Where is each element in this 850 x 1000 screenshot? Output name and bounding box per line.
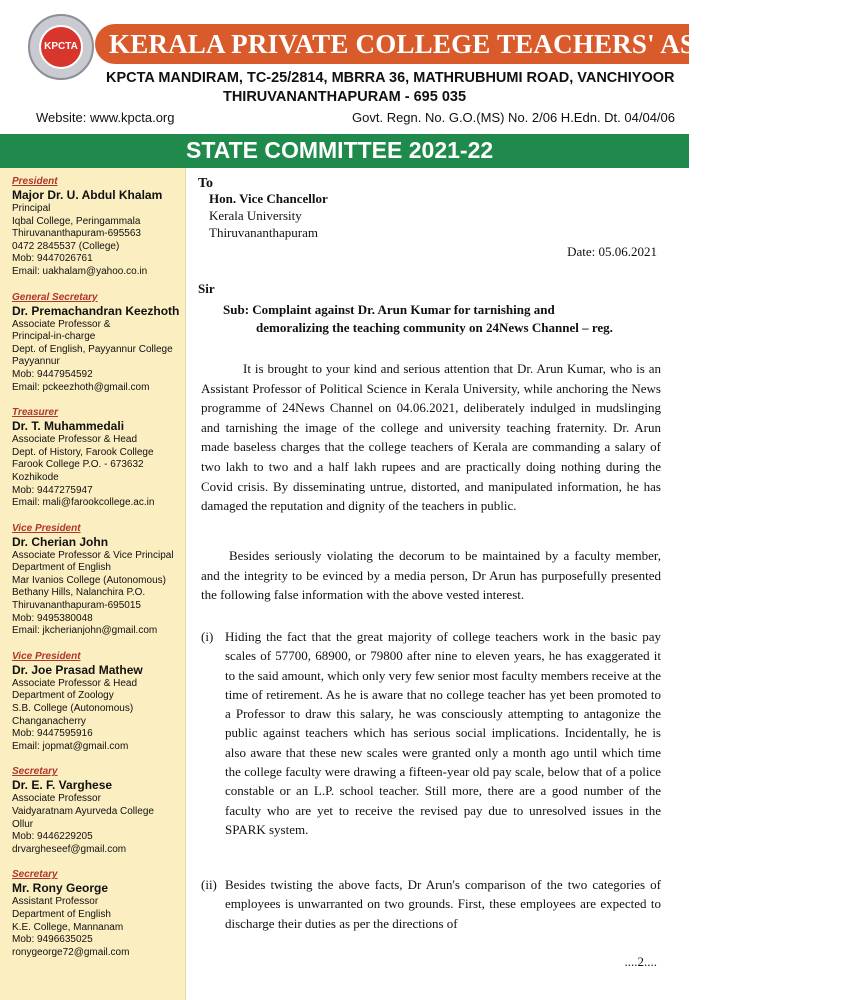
officer-detail: Farook College P.O. - 673632 [12,459,144,471]
officer-name: Major Dr. U. Abdul Khalam [12,188,163,202]
officer-detail: Principal-in-charge [12,331,96,343]
officer-detail: Mob: 9447026761 [12,253,93,265]
paragraph-2: Besides seriously violating the decorum to be maintained by a faculty member, and the integrity to be evinced by a media person, Dr Arun has purposefully presented the following false information with the above vested interest. [201,548,661,603]
subject-line-2: demoralizing the teaching community on 24News Channel – reg. [256,319,613,335]
officer-role: President [12,176,58,187]
officer-name: Dr. E. F. Varghese [12,778,113,793]
officer-detail: Associate Professor [12,793,101,805]
officer-detail: Thiruvananthapuram-695563 [12,228,141,240]
association-name: KERALA PRIVATE COLLEGE TEACHERS' ASSOCIATION [109,29,850,59]
officer-detail: Mob: 9496635025 [12,934,93,946]
officer-detail: Changanacherry [12,715,86,727]
officer-detail: K.E. College, Mannanam [12,921,124,933]
officer-detail: Associate Professor & Vice Principal [12,549,174,561]
officer-detail: Iqbal College, Peringammala [12,215,141,227]
officer-detail: Mob: 9447954592 [12,368,93,380]
logo-emblem-icon [39,25,83,69]
officer-detail: Department of English [12,562,111,574]
officer-name: Dr. Premachandran Keezhoth [12,303,180,318]
officer-detail: Mob: 9447595916 [12,728,93,740]
list-item-1 [201,627,661,839]
recipient-org: Kerala University [209,208,302,223]
list-item-1-number: (i) [201,629,214,644]
salutation: Sir [198,281,215,296]
officer-detail: Department of Zoology [12,690,114,702]
list-item-2 [201,875,661,933]
to-label: To [198,176,214,191]
officer-detail: Ollur [12,818,34,830]
officer-name: Dr. Joe Prasad Mathew [12,662,143,677]
subject-line-1: Sub: Complaint against Dr. Arun Kumar for tarnishing and [223,302,555,317]
officer-detail: Principal [12,203,51,214]
committee-bar [0,134,689,168]
officer-block [12,651,185,754]
officer-role: Treasurer [12,407,58,419]
officer-detail: Associate Professor & Head [12,677,138,689]
letterhead [0,0,850,140]
officer-detail: 0472 2845537 (College) [12,240,120,252]
officer-detail: Email: uakhalam@yahoo.co.in [12,265,148,277]
officer-detail: Email: pckeezhoth@gmail.com [12,381,150,393]
officer-name: Dr. Cherian John [12,534,109,549]
officer-block [12,869,185,959]
officer-detail: Email: mali@farookcollege.ac.in [12,497,155,509]
recipient-title: Hon. Vice Chancellor [209,191,328,206]
officer-detail: Thiruvananthapuram-695015 [12,600,141,612]
officer-block [12,407,185,510]
title-banner [95,24,850,64]
officer-role: General Secretary [12,291,98,303]
logo-text: KPCTA [44,41,78,52]
officer-detail: Mob: 9495380048 [12,612,93,624]
officer-detail: Mar Ivanios College (Autonomous) [12,574,166,586]
officer-role: Secretary [12,766,58,778]
page-continuation: ....2.... [624,954,657,969]
list-item-2-text: Besides twisting the above facts, Dr Arun's comparison of the two categories of employees is unwarranted on two grounds. First, these employees are expected to discharge their duties as per the directions of [225,877,661,931]
officer-role: Vice President [12,522,81,534]
officer-detail: S.B. College (Autonomous) [12,703,134,715]
officer-detail: Dept. of History, Farook College [12,446,154,458]
officer-detail: ronygeorge72@gmail.com [12,946,130,958]
officer-block [12,766,185,856]
address-line-2: THIRUVANANTHAPURAM - 695 035 [222,89,467,105]
officer-block [12,292,185,395]
officer-detail: Mob: 9447275947 [12,484,93,496]
officer-name: Dr. T. Muhammedali [12,419,125,434]
subject [223,301,613,336]
officer-detail: Assistant Professor [12,896,99,908]
officer-block [12,176,185,279]
officer-detail: Bethany Hills, Nalanchira P.O. [12,587,146,599]
list-item-2-number: (ii) [201,877,217,892]
officer-name: Mr. Rony George [12,881,109,896]
officer-block [12,523,185,638]
officer-detail: Associate Professor & [12,318,111,330]
committee-title: STATE COMMITTEE 2021-22 [186,137,494,163]
paragraph-1: It is brought to your kind and serious attention that Dr. Arun Kumar, who is an Assistant Professor of Political Science in Kerala University, while anchoring the News programme of 24News Channel on 04.06.2021, deliberately indulged in mudslinging and tarnishing the image of the college and university teaching fraternity. Dr. Arun made baseless charges that the college teachers of Kerala are commanding a salary of two lakh to two and a half lakh rupees and are practically doing nothing during the Covid crisis. By disseminating untrue, distorted, and manipulated information, he has damaged the reputation and dignity of the teachers in public. [201,361,661,514]
address-line-1: KPCTA MANDIRAM, TC-25/2814, MBRRA 36, MATHRUBHUMI ROAD, VANCHIYOOR [106,70,675,86]
letter-date: Date: 05.06.2021 [567,244,657,259]
list-item-1-text: Hiding the fact that the great majority of college teachers work in the basic pay scales of 57700, 68900, or 79800 after nine to eleven years, he has exaggerated it to the said amount, which only very few senior most faculty members receive at the time of retirement. As he is aware that no college teacher has yet been promoted to a Professor to draw this salary, he was consciously attempting to antagonize the public against teachers which has serious social implications. Incidentally, he is also aware that these new scales were granted only a month ago until which time the college faculty were drawing a fifteen-year old pay scale, below that of a police constable or an L.P. school teacher. Still more, there are a good number of the faculty who are yet to receive the revised pay due to unresolved issues in the SPARK system. [225,629,661,837]
govt-registration: Govt. Regn. No. G.O.(MS) No. 2/06 H.Edn. Dt. 04/04/06 [352,110,675,125]
officer-role: Vice President [12,650,81,662]
officer-detail: Department of English [12,908,111,920]
kpcta-logo [28,14,94,80]
officer-detail: Vaidyaratnam Ayurveda College [12,806,154,817]
officer-detail: Email: jkcherianjohn@gmail.com [12,625,158,637]
officer-detail: Kozhikode [12,471,59,483]
website: Website: www.kpcta.org [36,110,175,125]
officer-detail: Dept. of English, Payyannur College [12,343,173,355]
officer-detail: Email: jopmat@gmail.com [12,740,129,752]
office-bearers-sidebar [0,168,186,1000]
officer-detail: drvargheseef@gmail.com [12,843,127,855]
officer-detail: Payyannur [12,356,60,368]
officer-role: Secretary [12,869,58,881]
officer-detail: Associate Professor & Head [12,434,138,446]
recipient-place: Thiruvananthapuram [209,225,319,240]
officer-detail: Mob: 9446229205 [12,831,93,843]
